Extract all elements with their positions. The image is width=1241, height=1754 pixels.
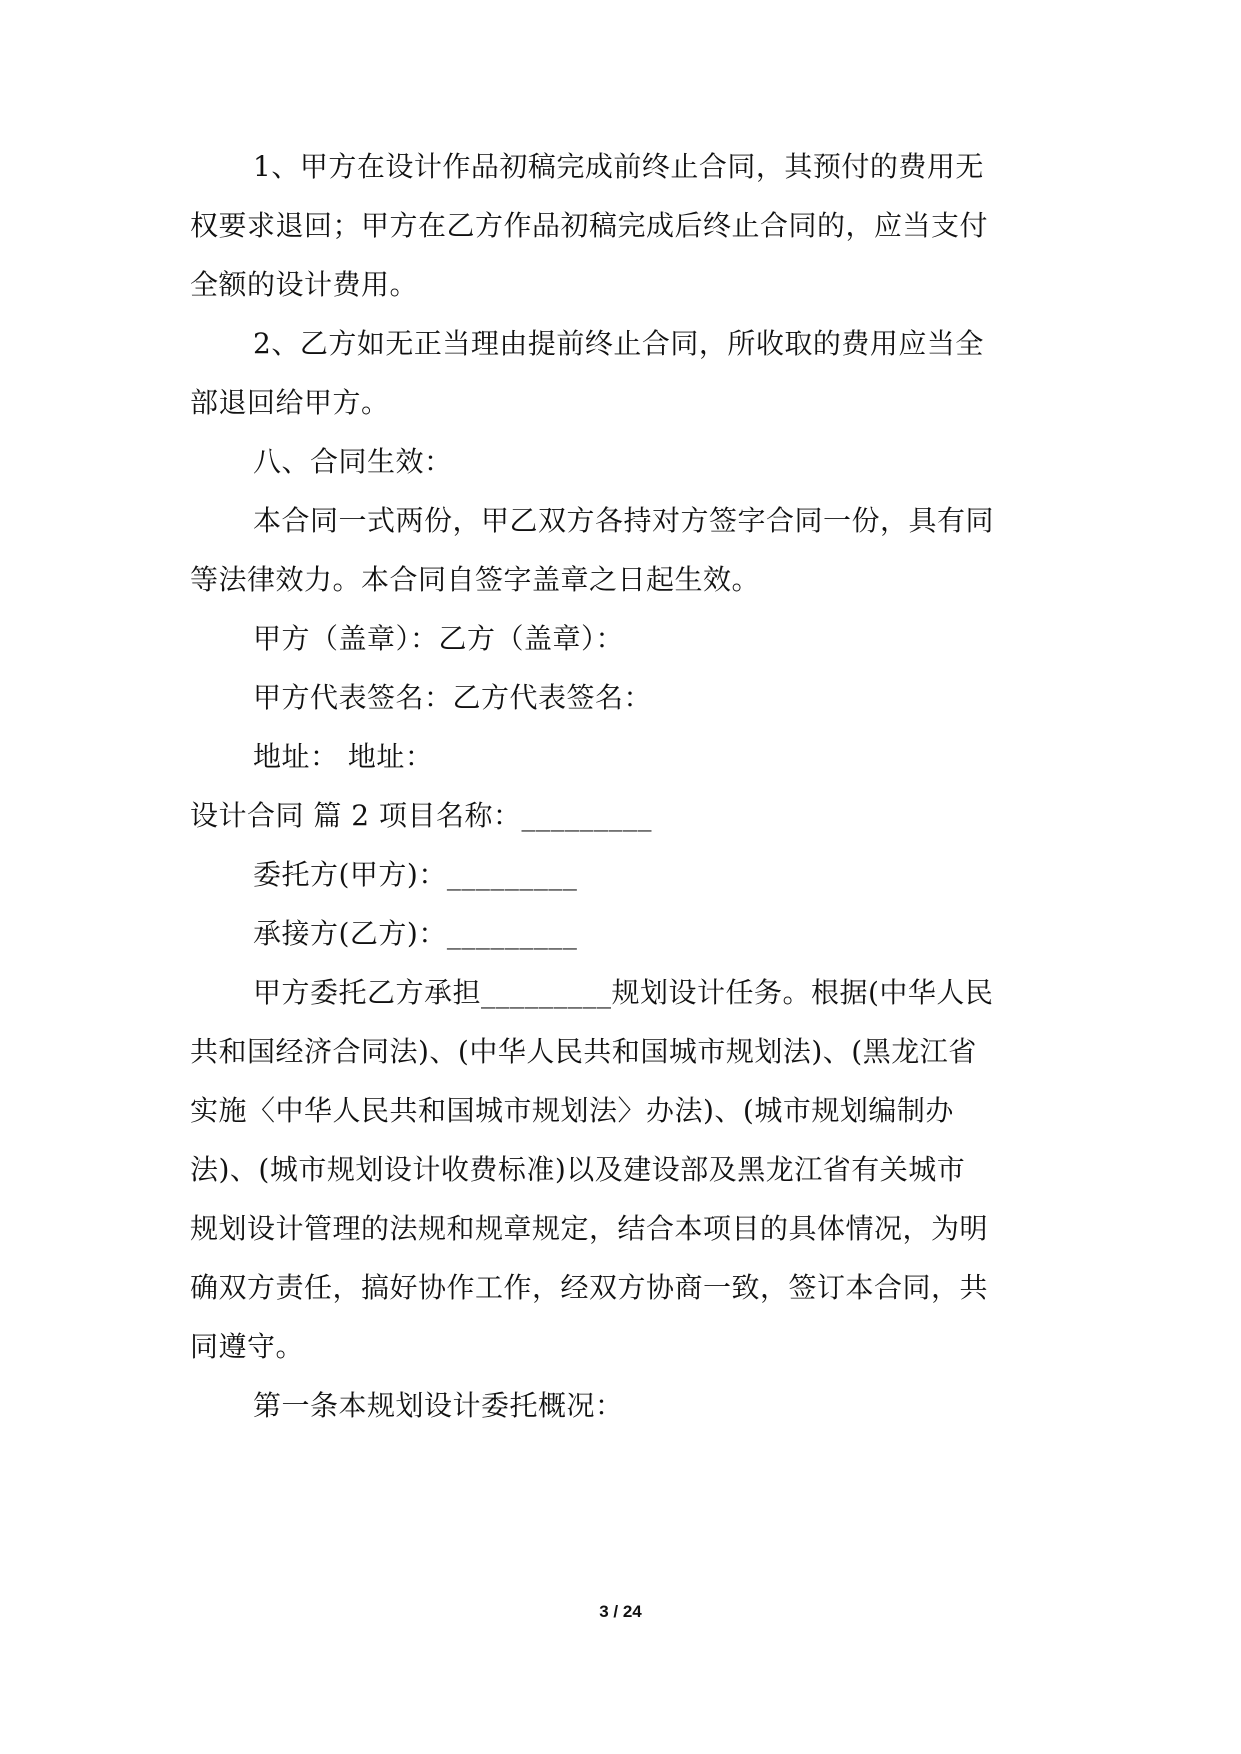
text-line: 1、甲方在设计作品初稿完成前终止合同，其预付的费用无: [253, 150, 984, 183]
text-line: 全额的设计费用。: [190, 268, 419, 301]
client-line: 委托方(甲方)：_________: [253, 858, 578, 891]
text-line: 甲方委托乙方承担_________规划设计任务。根据(中华人民: [253, 976, 994, 1009]
text-line: 共和国经济合同法)、(中华人民共和国城市规划法)、(黑龙江省: [190, 1035, 977, 1068]
text-line: 实施〈中华人民共和国城市规划法〉办法)、(城市规划编制办: [190, 1094, 954, 1127]
page-number: 3 / 24: [599, 1602, 642, 1621]
contract-title-line: 设计合同 篇 2 项目名称：_________: [190, 799, 653, 832]
text-line: 权要求退回；甲方在乙方作品初稿完成后终止合同的，应当支付: [190, 209, 989, 242]
address-line: 地址： 地址：: [253, 740, 434, 773]
text-line: 等法律效力。本合同自签字盖章之日起生效。: [190, 563, 761, 596]
text-line: 确双方责任，搞好协作工作，经双方协商一致，签订本合同，共: [190, 1271, 989, 1304]
text-line: 法)、(城市规划设计收费标准)以及建设部及黑龙江省有关城市: [190, 1153, 966, 1186]
text-line: 部退回给甲方。: [190, 386, 390, 419]
text-line: 规划设计管理的法规和规章规定，结合本项目的具体情况，为明: [190, 1212, 989, 1245]
article-heading: 第一条本规划设计委托概况：: [253, 1389, 624, 1422]
signature-line-representative: 甲方代表签名：乙方代表签名：: [253, 681, 653, 714]
text-line: 同遵守。: [190, 1330, 305, 1363]
contractor-line: 承接方(乙方)：_________: [253, 917, 578, 950]
section-heading: 八、合同生效：: [253, 445, 453, 478]
signature-line-seal: 甲方（盖章）：乙方（盖章）：: [253, 622, 625, 655]
text-line: 2、乙方如无正当理由提前终止合同，所收取的费用应当全: [253, 327, 984, 360]
text-line: 本合同一式两份，甲乙双方各持对方签字合同一份，具有同: [253, 504, 995, 537]
